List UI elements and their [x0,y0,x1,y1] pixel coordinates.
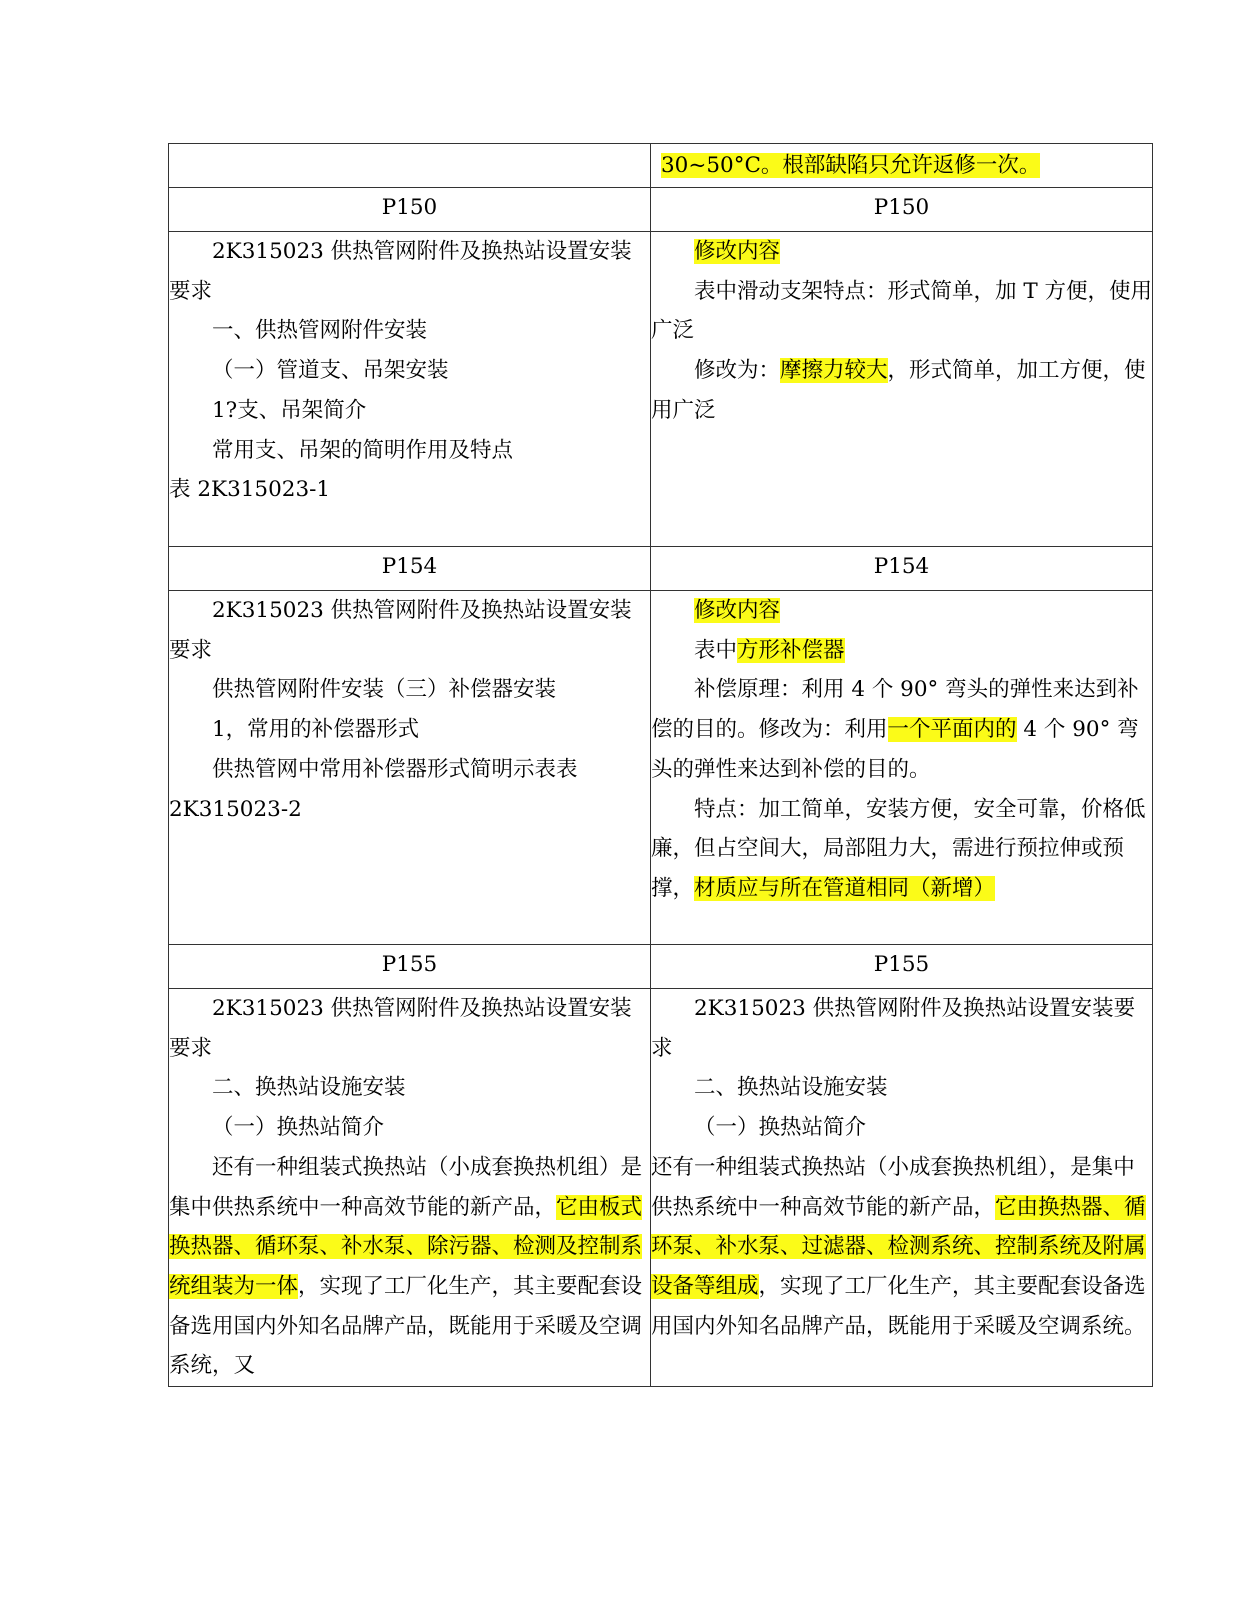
table-row-continuation [169,144,1153,188]
section-title: 2K315023 供热管网附件及换热站设置安装要求 [169,598,632,663]
highlight-text: 材质应与所在管道相同（新增） [694,875,996,901]
paragraph: 1?支、吊架简介 [212,397,367,423]
page-number-left: P154 [169,547,651,591]
highlight-text: 它由换热器、循环泵、补水泵、过滤器、检测系统、控制系统及附属设备等组成 [651,1194,1146,1299]
cell-revised-text [651,591,1153,945]
paragraph: 二、换热站设施安装 [694,1075,888,1101]
table-row-page-header [169,188,1153,232]
paragraph [169,1148,650,1386]
page-number-right: P155 [651,945,1153,989]
paragraph: 一、供热管网附件安装 [212,318,428,344]
highlight-text: 摩擦力较大 [780,358,888,384]
highlight-text: 它由板式换热器、循环泵、补水泵、除污器、检测及控制系统组装为一体 [169,1194,643,1299]
text-span: 特点：加工简单，安装方便，安全可靠，价格低廉，但占空间大，局部阻力大，需进行预拉伸或预撑， [651,796,1146,901]
text-span: ，形式简单，加工方便，使用广泛 [651,358,1146,423]
text-span: 表中 [694,637,738,663]
table-reference: 表 2K315023-1 [169,477,331,503]
paragraph [651,1148,1152,1347]
paragraph: 二、换热站设施安装 [212,1075,406,1101]
cell-revised-text [651,989,1153,1387]
paragraph: 1，常用的补偿器形式 [212,717,420,743]
text-span: ，实现了工厂化生产，其主要配套设备选用国内外知名品牌产品，既能用于采暖及空调系统。 [651,1273,1146,1339]
cell-original-text [169,591,651,945]
table-row-content [169,232,1153,547]
paragraph [651,591,1152,631]
revision-table [168,143,1153,1387]
paragraph: 供热管网附件安装（三）补偿器安装 [212,677,557,703]
text-span: 修改为： [694,358,781,384]
cell-original-text [169,232,651,547]
page-number-right: P154 [651,547,1153,591]
highlight-text: 一个平面内的 [887,717,1017,743]
text-span: ，实现了工厂化生产，其主要配套设备选用国内外知名品牌产品，既能用于采暖及空调系统，又 [169,1273,643,1379]
cell-original-text [169,989,651,1387]
paragraph [651,351,1152,430]
highlight-text: 修改内容 [694,239,781,264]
cell-empty-left [169,144,651,188]
paragraph: 表中滑动支架特点：形式简单，加 T 方便，使用广泛 [651,278,1153,344]
text-span: 还有一种组装式换热站（小成套换热机组）是集中供热系统中一种高效节能的新产品， [169,1154,643,1220]
paragraph: （一）换热站简介 [694,1115,867,1141]
highlight-text: 方形补偿器 [737,637,845,663]
paragraph [651,631,1152,671]
paragraph: （一）管道支、吊架安装 [212,358,449,384]
section-title: 2K315023 供热管网附件及换热站设置安装要求 [169,239,632,304]
page-number-left: P150 [169,188,651,232]
cell-revised-text [651,232,1153,547]
text-span: 补偿原理：利用 4 个 90° 弯头的弹性来达到补偿的目的。修改为：利用 [651,677,1139,743]
table-row-page-header [169,945,1153,989]
paragraph: 常用支、吊架的简明作用及特点 [212,437,514,463]
table-row-page-header [169,547,1153,591]
paragraph [651,670,1152,789]
table-row-content [169,591,1153,945]
text-span: 4 个 90° 弯头的弹性来达到补偿的目的。 [651,717,1139,782]
section-title: 2K315023 供热管网附件及换热站设置安装要求 [169,996,632,1061]
paragraph [651,232,1152,272]
highlight-text: 30~50°C。根部缺陷只允许返修一次。 [661,152,1041,178]
highlight-text: 修改内容 [694,598,781,623]
page-number-right: P150 [651,188,1153,232]
text-span: 还有一种组装式换热站（小成套换热机组），是集中供热系统中一种高效节能的新产品， [651,1154,1135,1220]
paragraph: （一）换热站简介 [212,1115,385,1141]
cell-continuation-right [651,144,1153,188]
paragraph [651,790,1152,909]
page-number-left: P155 [169,945,651,989]
table-row-content [169,989,1153,1387]
paragraph: 供热管网中常用补偿器形式简明示表表 2K315023-2 [169,756,578,822]
section-title: 2K315023 供热管网附件及换热站设置安装要求 [651,996,1136,1061]
